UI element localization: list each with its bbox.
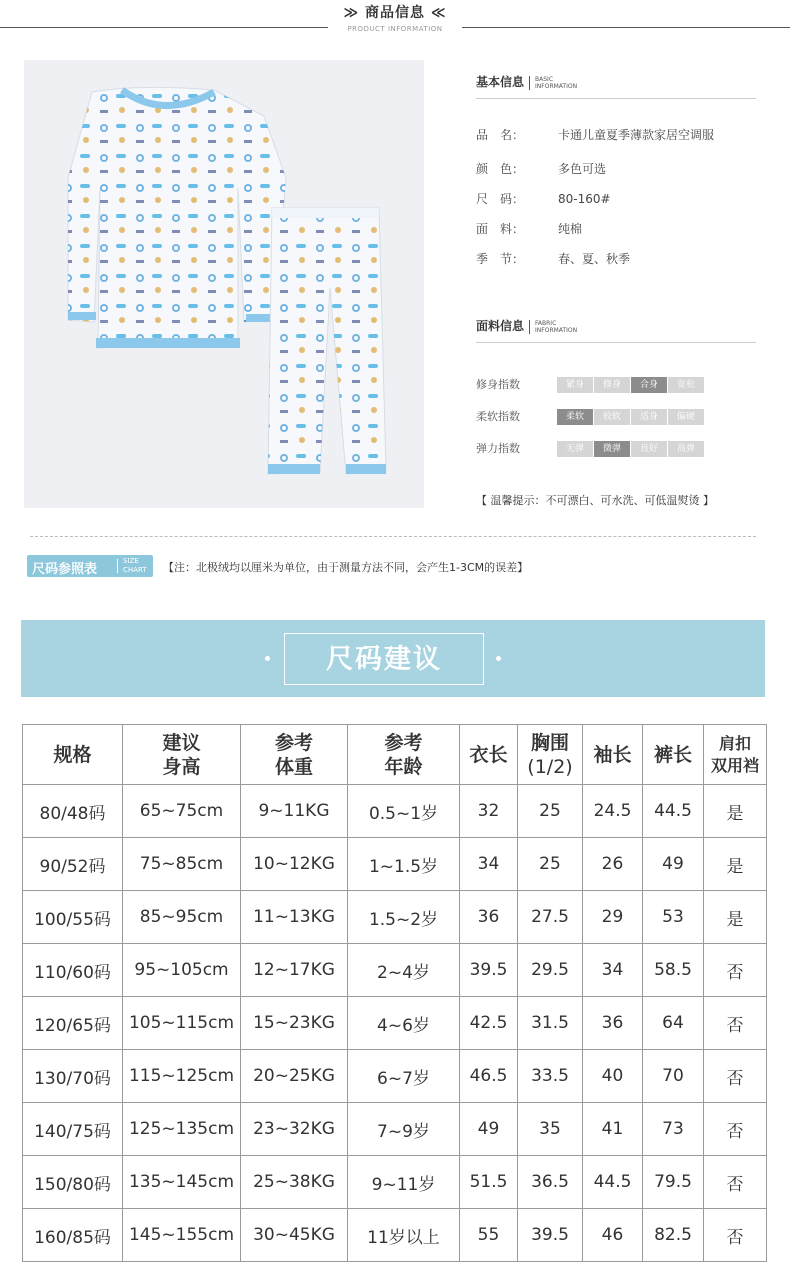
index-chip: 无弹: [557, 441, 593, 457]
table-cell: 110/60码: [23, 944, 123, 997]
banner-dot-right: [496, 656, 501, 661]
table-row: [23, 1156, 767, 1209]
table-cell: 11岁以上: [348, 1209, 460, 1262]
table-cell: 39.5: [518, 1209, 583, 1262]
table-cell: 105~115cm: [123, 997, 241, 1050]
header-text: 参考: [274, 731, 313, 754]
col-header-sleeve: [583, 725, 643, 785]
title-separator: [529, 76, 530, 90]
table-cell: 73: [643, 1103, 704, 1156]
table-cell: 82.5: [643, 1209, 704, 1262]
table-cell: 140/75码: [23, 1103, 123, 1156]
header-label: [328, 2, 462, 38]
table-cell: 4~6岁: [348, 997, 460, 1050]
fabric-info-rule: [476, 342, 756, 343]
header-text: 体重: [274, 755, 313, 778]
table-cell: 115~125cm: [123, 1050, 241, 1103]
table-row: [23, 891, 767, 944]
table-cell: 24.5: [583, 785, 643, 838]
header-text: 胸围: [530, 731, 569, 754]
fit-index-label: 修身指数: [476, 378, 520, 391]
table-cell: 79.5: [643, 1156, 704, 1209]
fabric-info-title-en: FABRIC INFORMATION: [535, 319, 578, 334]
table-cell: 46.5: [460, 1050, 518, 1103]
index-chip: 紧身: [557, 377, 593, 393]
table-cell: 49: [643, 838, 704, 891]
table-cell: 65~75cm: [123, 785, 241, 838]
index-chip: 合身: [631, 377, 667, 393]
table-cell: 15~23KG: [241, 997, 348, 1050]
table-cell: 10~12KG: [241, 838, 348, 891]
table-cell: 否: [704, 997, 767, 1050]
info-row-color: [476, 161, 606, 177]
info-value: 80-160#: [558, 192, 611, 206]
col-header-chest: [518, 725, 583, 785]
table-cell: 35: [518, 1103, 583, 1156]
table-cell: 90/52码: [23, 838, 123, 891]
table-cell: 9~11KG: [241, 785, 348, 838]
table-cell: 是: [704, 785, 767, 838]
table-cell: 否: [704, 1103, 767, 1156]
index-chip: 较软: [594, 409, 630, 425]
table-cell: 否: [704, 1209, 767, 1262]
header-text: 规格: [53, 743, 92, 766]
info-value: 纯棉: [558, 222, 583, 236]
basic-info-title-text: 基本信息: [476, 75, 525, 89]
product-photo: [24, 60, 424, 508]
index-chip: 修身: [594, 377, 630, 393]
col-header-age: [348, 725, 460, 785]
table-row: [23, 1050, 767, 1103]
table-row: [23, 838, 767, 891]
index-chip: 微弹: [594, 441, 630, 457]
table-cell: 34: [460, 838, 518, 891]
table-cell: 27.5: [518, 891, 583, 944]
index-chip: 宽松: [668, 377, 704, 393]
table-cell: 否: [704, 1050, 767, 1103]
table-cell: 135~145cm: [123, 1156, 241, 1209]
table-cell: 85~95cm: [123, 891, 241, 944]
table-cell: 36: [583, 997, 643, 1050]
table-cell: 20~25KG: [241, 1050, 348, 1103]
table-cell: 80/48码: [23, 785, 123, 838]
table-row: [23, 785, 767, 838]
table-row: [23, 997, 767, 1050]
index-chip: 柔软: [557, 409, 593, 425]
table-cell: 25~38KG: [241, 1156, 348, 1209]
table-cell: 34: [583, 944, 643, 997]
softness-index-label: 柔软指数: [476, 410, 520, 423]
table-row: [23, 1103, 767, 1156]
table-cell: 75~85cm: [123, 838, 241, 891]
table-cell: 33.5: [518, 1050, 583, 1103]
index-chip: 适身: [631, 409, 667, 425]
table-cell: 是: [704, 891, 767, 944]
table-cell: 11~13KG: [241, 891, 348, 944]
info-row-size: [476, 191, 611, 207]
banner-dot-left: [265, 656, 270, 661]
index-chip: 高弹: [668, 441, 704, 457]
table-cell: 160/85码: [23, 1209, 123, 1262]
size-table-body: [23, 785, 767, 1262]
table-header-row: [23, 725, 767, 785]
size-table: [22, 724, 767, 1262]
header-text: 肩扣: [718, 733, 751, 753]
table-cell: 41: [583, 1103, 643, 1156]
table-cell: 51.5: [460, 1156, 518, 1209]
table-cell: 145~155cm: [123, 1209, 241, 1262]
table-cell: 否: [704, 944, 767, 997]
info-key: 颜 色：: [476, 162, 525, 176]
table-cell: 29.5: [518, 944, 583, 997]
elasticity-index-scale: [557, 441, 705, 457]
col-header-pants: [643, 725, 704, 785]
table-cell: 30~45KG: [241, 1209, 348, 1262]
banner-frame: [284, 633, 484, 685]
table-cell: 53: [643, 891, 704, 944]
table-cell: 9~11岁: [348, 1156, 460, 1209]
table-cell: 2~4岁: [348, 944, 460, 997]
table-cell: 25: [518, 785, 583, 838]
table-cell: 是: [704, 838, 767, 891]
table-cell: 58.5: [643, 944, 704, 997]
table-row: [23, 1209, 767, 1262]
care-tip: 【 温馨提示：不可漂白、可水洗、可低温熨烫 】: [476, 494, 714, 507]
pajama-illustration: [24, 60, 424, 508]
size-chart-badge-en: SIZE CHART: [123, 557, 147, 574]
col-header-shoulder: [704, 725, 767, 785]
basic-info-rule: [476, 98, 756, 99]
banner-title: 尺码建议: [326, 644, 442, 675]
header-text: 袖长: [593, 743, 632, 766]
table-cell: 36: [460, 891, 518, 944]
table-cell: 70: [643, 1050, 704, 1103]
basic-info-title-en: BASIC INFORMATION: [535, 75, 578, 90]
index-chip: 偏硬: [668, 409, 704, 425]
info-value: 卡通儿童夏季薄款家居空调服: [558, 128, 715, 142]
fabric-info-title: [476, 317, 591, 334]
table-cell: 29: [583, 891, 643, 944]
info-key: 季 节：: [476, 252, 525, 266]
header-title: ≫ 商品信息 ≪: [343, 5, 447, 21]
table-cell: 36.5: [518, 1156, 583, 1209]
table-cell: 49: [460, 1103, 518, 1156]
size-suggestion-banner: [21, 620, 765, 697]
table-cell: 120/65码: [23, 997, 123, 1050]
table-cell: 1.5~2岁: [348, 891, 460, 944]
table-cell: 44.5: [583, 1156, 643, 1209]
info-key: 品 名：: [476, 128, 525, 142]
table-cell: 1~1.5岁: [348, 838, 460, 891]
info-value: 多色可选: [558, 162, 607, 176]
dashed-divider: [30, 536, 756, 537]
fit-index-scale: [557, 377, 705, 393]
table-cell: 55: [460, 1209, 518, 1262]
table-cell: 64: [643, 997, 704, 1050]
table-cell: 25: [518, 838, 583, 891]
elasticity-index-label: 弹力指数: [476, 442, 520, 455]
fabric-info-title-text: 面料信息: [476, 319, 525, 333]
header-text: 衣长: [469, 743, 508, 766]
header-subtitle: PRODUCT INFORMATION: [347, 25, 443, 33]
info-value: 春、夏、秋季: [558, 252, 631, 266]
col-header-length: [460, 725, 518, 785]
table-cell: 否: [704, 1156, 767, 1209]
title-separator: [529, 320, 530, 334]
section-header: [0, 0, 790, 40]
table-cell: 40: [583, 1050, 643, 1103]
table-cell: 12~17KG: [241, 944, 348, 997]
basic-info-title: [476, 73, 591, 90]
table-cell: 100/55码: [23, 891, 123, 944]
col-header-weight: [241, 725, 348, 785]
badge-separator: [117, 559, 118, 573]
table-cell: 46: [583, 1209, 643, 1262]
info-key: 面 料：: [476, 222, 525, 236]
header-text: 建议: [162, 731, 201, 754]
header-text: 身高: [162, 755, 201, 778]
col-header-spec: [23, 725, 123, 785]
table-cell: 26: [583, 838, 643, 891]
table-cell: 32: [460, 785, 518, 838]
size-chart-badge: [27, 555, 153, 577]
table-row: [23, 944, 767, 997]
table-cell: 0.5~1岁: [348, 785, 460, 838]
info-row-season: [476, 251, 630, 267]
table-cell: 23~32KG: [241, 1103, 348, 1156]
table-cell: 150/80码: [23, 1156, 123, 1209]
info-row-name: [476, 127, 714, 143]
table-cell: 130/70码: [23, 1050, 123, 1103]
index-chip: 良好: [631, 441, 667, 457]
size-chart-badge-text: 尺码参照表: [32, 562, 98, 577]
info-row-fabric: [476, 221, 582, 237]
col-header-height: [123, 725, 241, 785]
table-cell: 6~7岁: [348, 1050, 460, 1103]
table-cell: 44.5: [643, 785, 704, 838]
header-text: (1/2): [527, 755, 573, 778]
table-cell: 39.5: [460, 944, 518, 997]
header-text: 年龄: [384, 755, 423, 778]
info-key: 尺 码：: [476, 192, 525, 206]
softness-index-scale: [557, 409, 705, 425]
table-cell: 125~135cm: [123, 1103, 241, 1156]
table-cell: 7~9岁: [348, 1103, 460, 1156]
header-text: 参考: [384, 731, 423, 754]
header-text: 双用裆: [710, 755, 759, 775]
size-note: 【注：北极绒均以厘米为单位，由于测量方法不同，会产生1-3CM的误差】: [163, 561, 529, 574]
table-cell: 95~105cm: [123, 944, 241, 997]
table-cell: 31.5: [518, 997, 583, 1050]
table-cell: 42.5: [460, 997, 518, 1050]
header-text: 裤长: [653, 743, 692, 766]
